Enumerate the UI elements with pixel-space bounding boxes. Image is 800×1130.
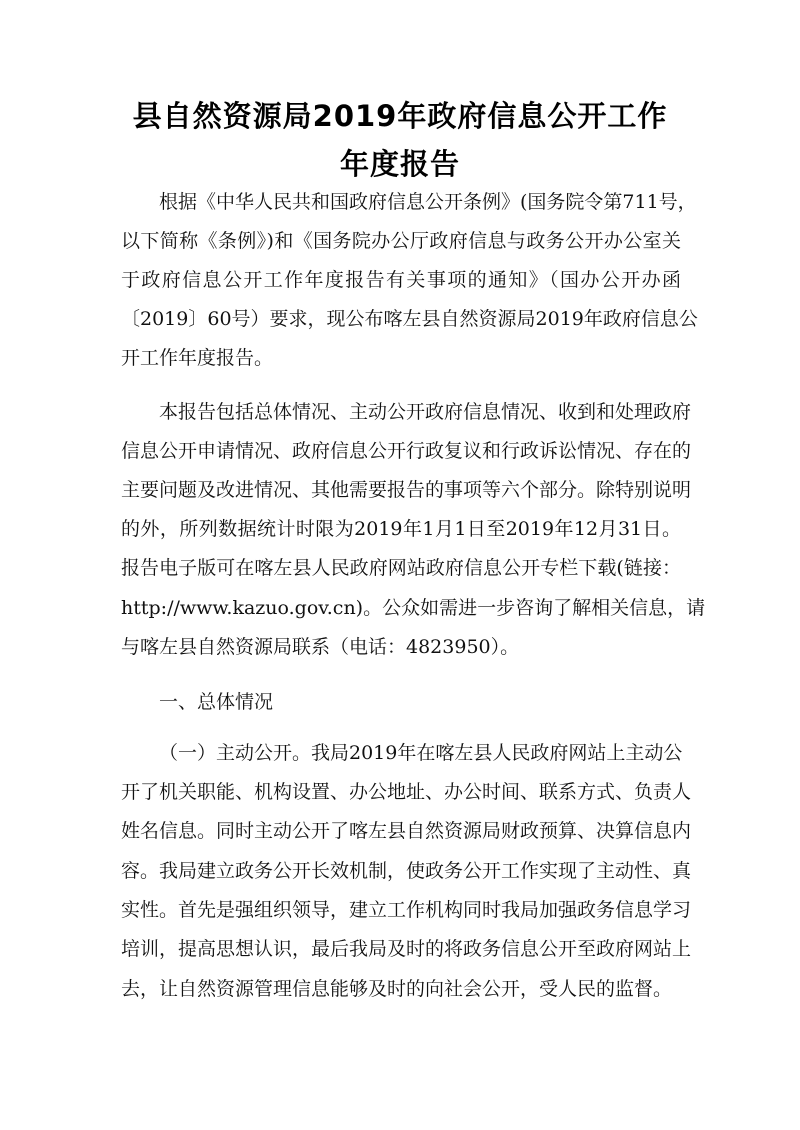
section-heading-overview: 一、总体情况: [159, 691, 274, 713]
paragraph-3-line-6: 培训，提高思想认识，最后我局及时的将政务信息公开至政府网站上: [121, 938, 692, 960]
paragraph-3-line-2: 开了机关职能、机构设置、办公地址、办公时间、联系方式、负责人: [121, 781, 692, 803]
document-title-line-2: 年度报告: [339, 147, 460, 181]
paragraph-1-line-5: 开工作年度报告。: [121, 347, 274, 369]
paragraph-2-line-2: 信息公开申请情况、政府信息公开行政复议和行政诉讼情况、存在的: [121, 440, 692, 462]
paragraph-2-line-1: 本报告包括总体情况、主动公开政府信息情况、收到和处理政府: [159, 401, 692, 423]
document-title-line-1: 县自然资源局2019年政府信息公开工作: [132, 99, 668, 133]
paragraph-2-line-5: 报告电子版可在喀左县人民政府网站政府信息公开专栏下载(链接：: [121, 557, 681, 579]
paragraph-1-line-1: 根据《中华人民共和国政府信息公开条例》(国务院令第711号，: [159, 191, 697, 213]
paragraph-1-line-4: 〔2019〕60号）要求，现公布喀左县自然资源局2019年政府信息公: [121, 308, 698, 330]
paragraph-2-line-7: 与喀左县自然资源局联系（电话：4823950）。: [121, 636, 520, 658]
paragraph-1-line-2: 以下简称《条例》)和《国务院办公厅政府信息与政务公开办公室关: [121, 230, 681, 252]
paragraph-2-line-6: http://www.kazuo.gov.cn)。公众如需进一步咨询了解相关信息，请: [121, 597, 706, 619]
paragraph-3-line-4: 容。我局建立政务公开长效机制，使政务公开工作实现了主动性、真: [121, 860, 692, 882]
paragraph-2-line-4: 的外，所列数据统计时限为2019年1月1日至2019年12月31日。: [121, 518, 681, 540]
paragraph-3-line-3: 姓名信息。同时主动公开了喀左县自然资源局财政预算、决算信息内: [121, 820, 692, 842]
paragraph-1-line-3: 于政府信息公开工作年度报告有关事项的通知》（国办公开办函: [121, 269, 681, 291]
paragraph-3-line-7: 去，让自然资源管理信息能够及时的向社会公开，受人民的监督。: [121, 978, 673, 1000]
paragraph-3-line-1: （一）主动公开。我局2019年在喀左县人民政府网站上主动公: [159, 742, 683, 764]
paragraph-2-line-3: 主要问题及改进情况、其他需要报告的事项等六个部分。除特别说明: [121, 479, 692, 501]
paragraph-3-line-5: 实性。首先是强组织领导，建立工作机构同时我局加强政务信息学习: [121, 899, 692, 921]
